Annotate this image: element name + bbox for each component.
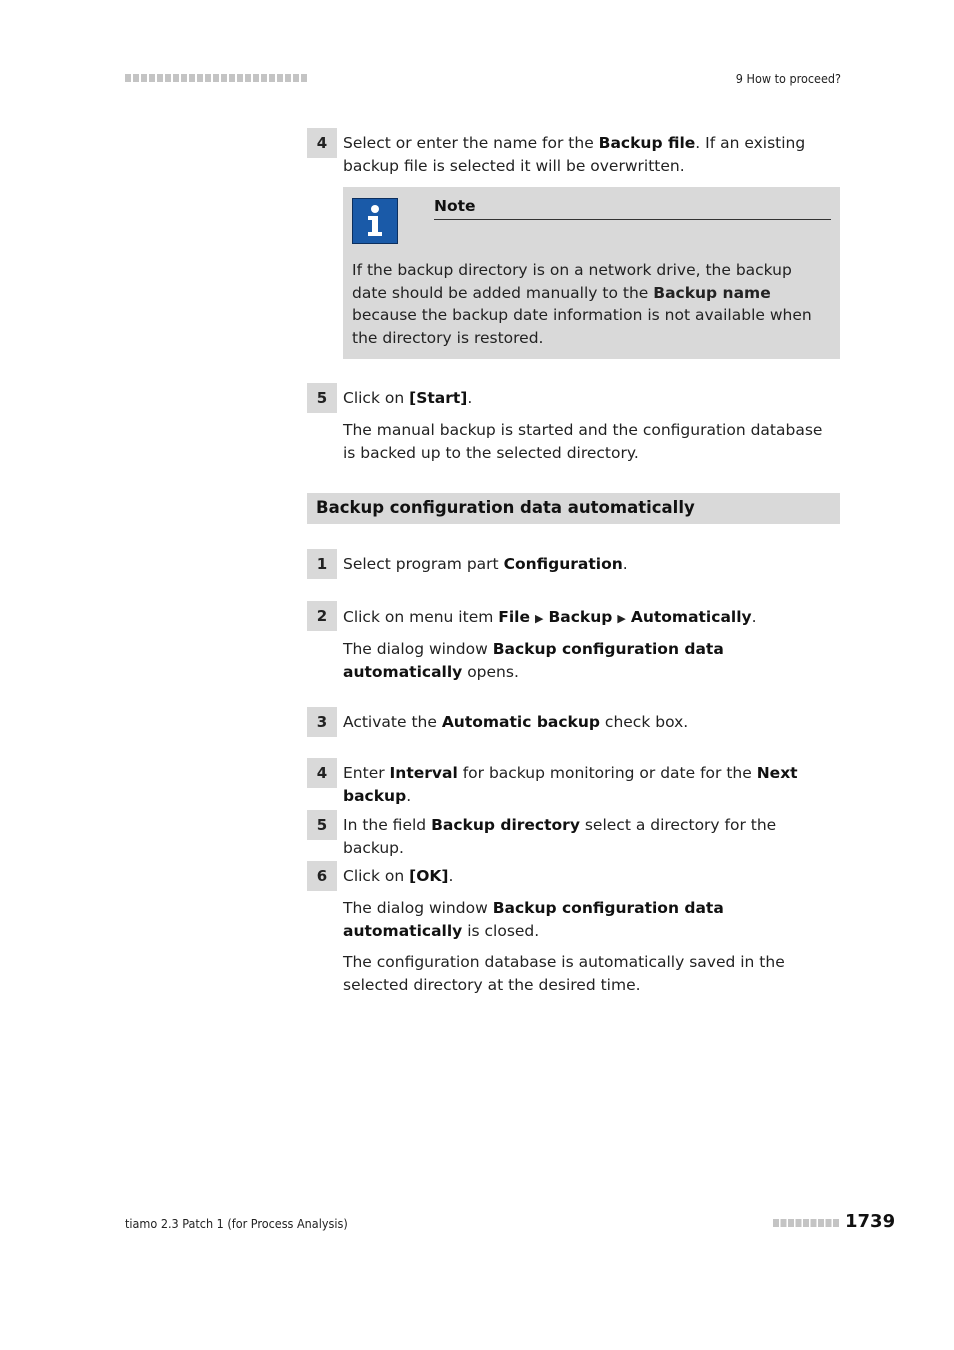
triangle-right-icon: ▶ [534, 612, 544, 625]
triangle-right-icon: ▶ [617, 612, 626, 625]
step-number: 6 [307, 861, 337, 891]
step-number: 2 [307, 601, 337, 631]
step-number: 4 [307, 128, 337, 158]
step-result: The dialog window Backup configuration data automatically opens. [343, 640, 724, 681]
step-text: Click on [Start]. [343, 389, 473, 407]
note-divider [434, 219, 831, 220]
chapter-title: 9 How to proceed? [735, 71, 841, 86]
header-decoration [125, 74, 307, 82]
step-number: 5 [307, 810, 337, 840]
note-text: If the backup directory is on a network drive, the backup date should be added manually to the Backup name because the backup date information is not available when the directory is restored. [352, 261, 812, 347]
step-text: In the field Backup directory select a directory for the backup. [343, 816, 777, 857]
note-title: Note [434, 197, 476, 215]
step-text: Select program part Configuration. [343, 555, 628, 573]
step-result: The configuration database is automatically saved in the selected directory at the desired time. [343, 953, 785, 994]
product-name: tiamo 2.3 Patch 1 (for Process Analysis) [125, 1216, 348, 1231]
step-text: Activate the Automatic backup check box. [343, 713, 689, 731]
step-text: Click on [OK]. [343, 867, 454, 885]
step-number: 1 [307, 549, 337, 579]
step-number: 5 [307, 383, 337, 413]
step-result: The manual backup is started and the configuration database is backed up to the selected directory. [343, 421, 823, 462]
page-number: 1739 [845, 1211, 896, 1232]
step-number: 3 [307, 707, 337, 737]
step-result: The dialog window Backup configuration data automatically is closed. [343, 899, 724, 940]
info-icon [352, 198, 398, 244]
step-text: Select or enter the name for the Backup file. If an existing backup file is selected it will be overwritten. [343, 134, 806, 175]
footer-decoration [773, 1219, 840, 1227]
section-title: Backup configuration data automatically [316, 498, 695, 517]
step-text: Click on menu item File ▶ Backup ▶ Automatically. [343, 608, 757, 626]
step-text: Enter Interval for backup monitoring or date for the Next backup. [343, 764, 798, 805]
step-number: 4 [307, 758, 337, 788]
